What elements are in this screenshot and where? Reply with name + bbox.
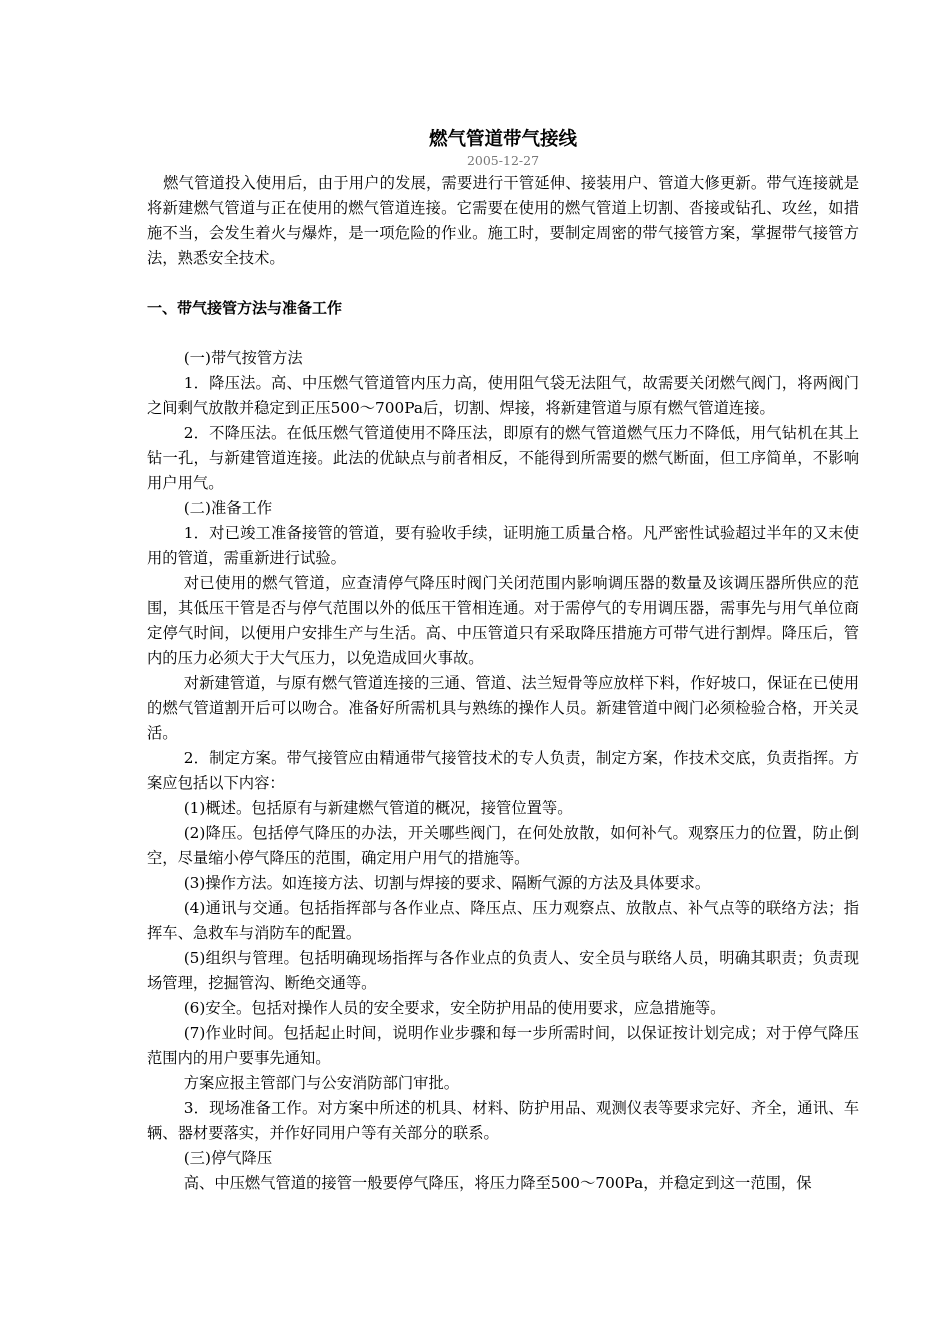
subheading-method: (一)带气按管方法 xyxy=(183,349,303,367)
paragraph: 3．现场准备工作。对方案中所述的机具、材料、防护用品、观测仪表等要求完好、齐全，通讯、车辆、器材要落实，并作好同用户等有关部分的联系。 xyxy=(147,1099,859,1142)
paragraph: 2．制定方案。带气接管应由精通带气接管技术的专人负责，制定方案，作技术交底，负责指挥。方案应包括以下内容： xyxy=(147,749,859,792)
list-item: (2)降压。包括停气降压的办法，开关哪些阀门，在何处放散，如何补气。观察压力的位置，防止倒空，尽量缩小停气降压的范围，确定用户用气的措施等。 xyxy=(147,824,859,867)
paragraph: 1．对已竣工准备接管的管道，要有验收手续，证明施工质量合格。凡严密性试验超过半年的又末使用的管道，需重新进行试验。 xyxy=(147,524,859,567)
list-item: (7)作业时间。包括起止时间，说明作业步骤和每一步所需时间，以保证按计划完成；对于停气降压范围内的用户要事先通知。 xyxy=(147,1024,859,1067)
paragraph: 2．不降压法。在低压燃气管道使用不降压法，即原有的燃气管道燃气压力不降低，用气钻机在其上钻一孔，与新建管道连接。此法的优缺点与前者相反，不能得到所需要的燃气断面，但工序简单，不影响用户用气。 xyxy=(147,424,859,492)
list-item: (6)安全。包括对操作人员的安全要求，安全防护用品的使用要求，应急措施等。 xyxy=(183,999,726,1017)
list-item: (5)组织与管理。包括明确现场指挥与各作业点的负责人、安全员与联络人员，明确其职责；负责现场管理，挖掘管沟、断绝交通等。 xyxy=(147,949,859,992)
document-date: 2005-12-27 xyxy=(466,153,540,168)
intro-paragraph: 燃气管道投入使用后，由于用户的发展，需要进行干管延伸、接装用户、管道大修更新。带气连接就是将新建燃气管道与正在使用的燃气管道连接。它需要在使用的燃气管道上切割、沓接或钻孔、攻丝，如措施不当，会发生着火与爆炸，是一项危险的作业。施工时，要制定周密的带气接管方案，掌握带气接管方法，熟悉安全技术。 xyxy=(147,174,859,267)
list-item: (4)通讯与交通。包括指挥部与各作业点、降压点、压力观察点、放散点、补气点等的联络方法；指挥车、急救车与消防车的配置。 xyxy=(147,899,859,942)
list-item: (1)概述。包括原有与新建燃气管道的概况，接管位置等。 xyxy=(183,799,573,817)
paragraph: 对已使用的燃气管道，应查清停气降压时阀门关闭范围内影响调压器的数量及该调压器所供应的范围，其低压干管是否与停气范围以外的低压干管相连通。对于需停气的专用调压器，需事先与用气单位商定停气时间，以便用户安排生产与生活。高、中压管道只有采取降压措施方可带气进行割焊。降压后，管内的压力必须大于大气压力，以免造成回火事故。 xyxy=(147,574,859,667)
document-page xyxy=(147,128,859,1196)
paragraph: 方案应报主管部门与公安消防部门审批。 xyxy=(183,1074,460,1092)
paragraph: 1．降压法。高、中压燃气管道管内压力高，使用阻气袋无法阻气，故需要关闭燃气阀门，将两阀门之间剩气放散并稳定到正压500～700Pa后，切割、焊接，将新建管道与原有燃气管道连接。 xyxy=(147,374,859,417)
subheading-depressurize: (三)停气降压 xyxy=(183,1149,273,1167)
section-heading: 一、带气接管方法与准备工作 xyxy=(147,299,343,317)
subheading-preparation: (二)准备工作 xyxy=(183,499,273,517)
list-item: (3)操作方法。如连接方法、切割与焊接的要求、隔断气源的方法及具体要求。 xyxy=(183,874,711,892)
document-title: 燃气管道带气接线 xyxy=(428,129,577,150)
paragraph: 高、中压燃气管道的接管一般要停气降压，将压力降至500～700Pa，并稳定到这一范围，保 xyxy=(183,1174,812,1192)
paragraph: 对新建管道，与原有燃气管道连接的三通、管道、法兰短骨等应放样下料，作好坡口，保证在已使用的燃气管道割开后可以吻合。准备好所需机具与熟练的操作人员。新建管道中阀门必须检验合格，开关灵活。 xyxy=(147,674,859,742)
